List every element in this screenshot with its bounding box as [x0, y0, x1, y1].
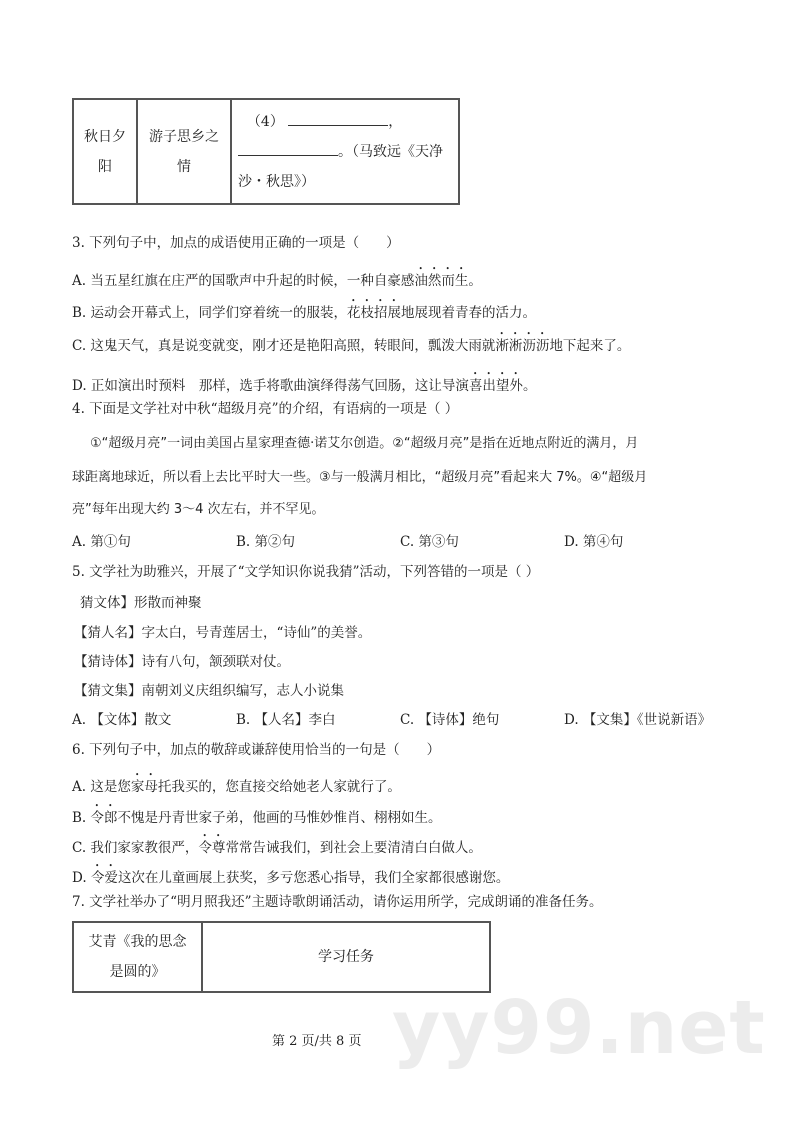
- q7-stem: 7. 文学社举办了“明月照我还”主题诗歌朗诵活动，请你运用所学，完成朗诵的准备任务。: [72, 894, 603, 910]
- table2-cell-poem: [73, 922, 202, 992]
- q6-option-a: [72, 771, 401, 796]
- table2-cell-task: 学习任务: [202, 922, 490, 992]
- q5-option-d: D. 【文集】《世说新语》: [564, 712, 712, 728]
- q3-option-d: [72, 370, 536, 395]
- q6-stem: 6. 下列句子中，加点的敬辞或谦辞使用恰当的一句是（ ）: [72, 742, 441, 758]
- blank-number: （4）: [246, 113, 284, 130]
- q6-option-d: [72, 862, 509, 887]
- watermark: yy99.net: [392, 985, 766, 1071]
- dotted-idiom: 淅淅沥沥: [495, 338, 550, 354]
- dotted-word: 家母: [130, 779, 158, 795]
- text: 地展现着青春的活力。: [401, 305, 537, 321]
- text: 常常告诫我们，到社会上要清清白白做人。: [225, 840, 482, 856]
- table1-cell-emotion: [137, 99, 231, 204]
- cell-text: 阳: [98, 158, 112, 175]
- text: D. 正如演出时预料 那样，选手将歌曲演绎得荡气回肠，这让导演: [72, 378, 469, 394]
- source-text: 。（马致远《天净: [338, 143, 443, 160]
- text: C. 这鬼天气，真是说变就变，刚才还是艳阳高照，转眼间，瓢泼大雨就: [72, 338, 496, 354]
- dotted-word: 令爱: [90, 870, 118, 886]
- q3-stem: 3. 下列句子中，加点的成语使用正确的一项是（ ）: [72, 235, 400, 251]
- q5-option-c: C. 【诗体】绝句: [400, 712, 500, 728]
- text: B. 运动会开幕式上，同学们穿着统一的服装，: [72, 305, 348, 321]
- q3-option-c: [72, 330, 630, 355]
- text: 托我买的，您直接交给她老人家就行了。: [157, 779, 401, 795]
- q5-stem: 5. 文学社为助雅兴，开展了“文学知识你说我猜”活动，下列答错的一项是（ ）: [72, 564, 540, 580]
- cell-text: 游子思乡之: [149, 128, 219, 145]
- q4-stem: 4. 下面是文学社对中秋“超级月亮”的介绍，有语病的一项是（ ）: [72, 401, 459, 417]
- answer-blank-2[interactable]: [238, 141, 338, 156]
- dotted-idiom: 喜出望外: [468, 378, 523, 394]
- text: 地下起来了。: [549, 338, 631, 354]
- q3-option-b: [72, 297, 536, 322]
- cell-text: 艾青《我的思念: [88, 934, 187, 950]
- q5-clue: 猜文体】形散而神聚: [80, 595, 202, 611]
- dotted-word: 令郎: [90, 810, 118, 826]
- q4-option-d: D. 第④句: [564, 534, 624, 550]
- poem-table: [72, 98, 460, 205]
- cell-text: 情: [177, 158, 191, 175]
- task-table: [72, 921, 491, 993]
- cell-text: 秋日夕: [84, 128, 126, 145]
- q6-option-c: [72, 832, 482, 857]
- q4-paragraph-line: ①“超级月亮”一词由美国占星家理查德·诺艾尔创造。②“超级月亮”是指在近地点附近的满月，月: [90, 436, 639, 451]
- q4-option-c: C. 第③句: [400, 534, 459, 550]
- q5-clue: 【猜文集】南朝刘义庆组织编写，志人小说集: [74, 683, 344, 699]
- source-text: 沙・秋思》）: [238, 173, 315, 190]
- q5-clue: 【猜人名】字太白，号青莲居士，“诗仙”的美誉。: [74, 625, 372, 641]
- text: 这次在儿童画展上获奖，多亏您悉心指导，我们全家都很感谢您。: [117, 870, 510, 886]
- dotted-idiom: 花枝招展: [347, 305, 402, 321]
- q4-option-a: A. 第①句: [72, 534, 131, 550]
- cell-text: 是圆的》: [109, 964, 166, 980]
- q4-paragraph-line: 亮”每年出现大约 3～4 次左右，并不罕见。: [72, 502, 325, 517]
- text: 。: [468, 273, 482, 289]
- text: B.: [72, 810, 91, 826]
- q5-option-a: A. 【文体】散文: [72, 712, 172, 728]
- text: D.: [72, 870, 91, 886]
- q6-option-b: [72, 802, 442, 827]
- q3-option-a: [72, 265, 482, 290]
- table1-cell-verse: [231, 99, 459, 204]
- punct: ，: [388, 113, 403, 130]
- text: A. 当五星红旗在庄严的国歌声中升起的时候，一种自豪感: [72, 273, 415, 289]
- q4-paragraph-line: 球距离地球近，所以看上去比平时大一些。③与一般满月相比，“超级月亮”看起来大 7%。④“超级月: [72, 470, 648, 485]
- text: 。: [522, 378, 537, 394]
- dotted-idiom: 油然而生: [414, 273, 469, 289]
- dotted-word: 令尊: [198, 840, 226, 856]
- text: A. 这是您: [72, 779, 131, 795]
- q5-clue: 【猜诗体】诗有八句，颔颈联对仗。: [74, 654, 290, 670]
- page-number: 第 2 页/共 8 页: [272, 1034, 362, 1049]
- answer-blank-1[interactable]: [288, 111, 388, 126]
- q4-option-b: B. 第②句: [236, 534, 296, 550]
- text: C. 我们家家教很严，: [72, 840, 199, 856]
- text: 不愧是丹青世家子弟，他画的马惟妙惟肖、栩栩如生。: [117, 810, 442, 826]
- table1-cell-scene: [73, 99, 137, 204]
- q5-option-b: B. 【人名】李白: [236, 712, 336, 728]
